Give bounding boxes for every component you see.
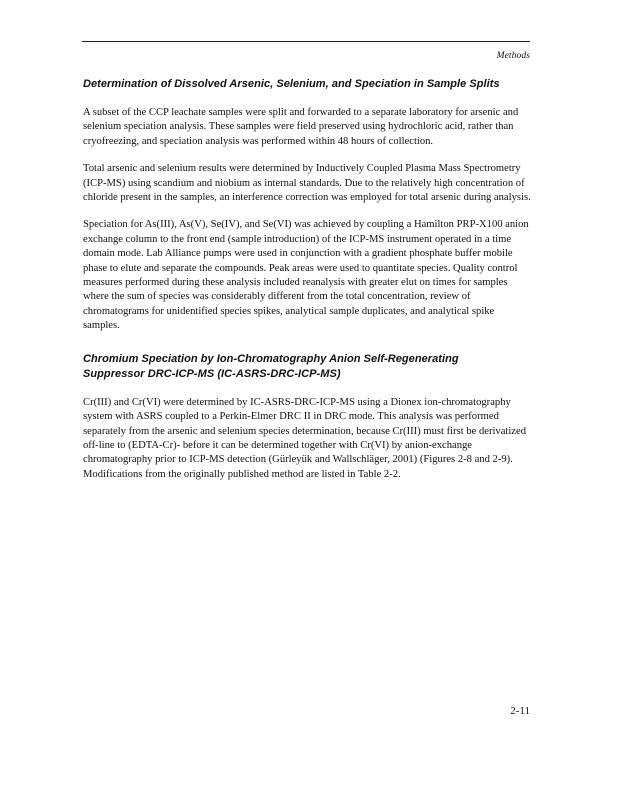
paragraph-speciation-method: Speciation for As(III), As(V), Se(IV), and Se(VI) was achieved by coupling a Hamilton PRP-X100 anion exchange column to the front end (sample introduction) of the ICP-MS instrument operated in a time domain mode. Lab Alliance pumps were used in conjunction with a gradient phosphate buffer mobile phase to elute and separate the compounds. Peak areas were used to quantitate species. Quality control measures performed during these analysis included reanalysis with greater elut on times for samples where the sum of species was considerably different from the total concentration, review of chromatograms for unidentified species spikes, analytical sample duplicates, and analytical spike samples. [83,219,529,332]
section-heading-chromium-line1: Chromium Speciation by Ion-Chromatography Anion Self-Regenerating [83,352,459,365]
page-number: 2-11 [510,705,530,717]
running-head: Methods [496,51,530,61]
header-rule [82,41,530,42]
section-heading-arsenic-selenium: Determination of Dissolved Arsenic, Selenium, and Speciation in Sample Splits [83,78,500,90]
section-heading-chromium-line2: Suppressor DRC-ICP-MS (IC-ASRS-DRC-ICP-MS) [83,367,341,380]
paragraph-sample-splits: A subset of the CCP leachate samples were split and forwarded to a separate laboratory for arsenic and selenium speciation analysis. These samples were field preserved using hydrochloric acid, rather than cryofreezing, and speciation analysis was performed within 48 hours of collection. [83,107,519,147]
paragraph-chromium-method: Cr(III) and Cr(VI) were determined by IC-ASRS-DRC-ICP-MS using a Dionex ion-chromatography system with ASRS coupled to a Perkin-Elmer DRC II in DRC mode. This analysis was performed separately from the arsenic and selenium species determination, because Cr(III) must first be derivatized off-line to (EDTA-Cr)- before it can be determined together with Cr(VI) by anion-exchange chromatography prior to ICP-MS detection (Gürleyük and Wallschläger, 2001) (Figures 2-8 and 2-9). Modifications from the originally published method are listed in Table 2-2. [83,396,526,480]
paragraph-total-arsenic-selenium: Total arsenic and selenium results were determined by Inductively Coupled Plasma Mass Spectrometry (ICP-MS) using scandium and niobium as internal standards. Due to the relatively high concentration of chloride present in the samples, an interference correction was employed for total arsenic during analysis. [83,163,531,204]
page-body [83,77,533,482]
